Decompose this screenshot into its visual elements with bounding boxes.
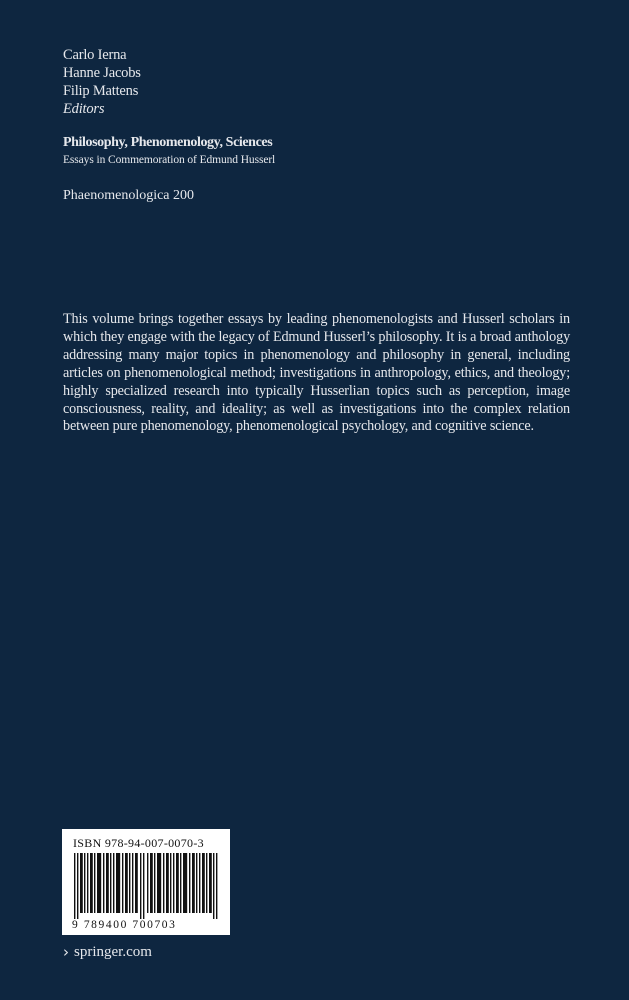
barcode-digits: 9 789400 700703 [72, 919, 177, 931]
book-title: Philosophy, Phenomenology, Sciences [63, 135, 273, 150]
barcode-icon [72, 853, 220, 919]
editor-name: Filip Mattens [63, 83, 139, 99]
chevron-right-icon: › [63, 943, 69, 961]
isbn-barcode [62, 829, 230, 935]
website-url: springer.com [74, 943, 152, 960]
editors-role: Editors [63, 101, 105, 117]
editor-name: Carlo Ierna [63, 47, 127, 63]
isbn-label: ISBN 978-94-007-0070-3 [73, 836, 204, 850]
website-link[interactable] [63, 943, 152, 961]
book-subtitle: Essays in Commemoration of Edmund Husserl [63, 154, 276, 166]
book-description: This volume brings together essays by leading phenomenologists and Husserl scholars in which they engage with the legacy of Edmund Husserl’s philosophy. It is a broad anthology addressing many major topics in phenomenology and philosophy in general, including articles on phenomenological method; investigations in anthropology, ethics, and theology; highly specialized research into typically Husserlian topics such as perception, image consciousness, reality, and ideality; as well as investigations into the complex relation between pure phenomenology, phenomenological psychology, and cognitive science. [63, 311, 571, 435]
editor-name: Hanne Jacobs [63, 65, 141, 81]
series-name: Phaenomenologica 200 [63, 188, 195, 203]
editors-block [63, 46, 141, 118]
